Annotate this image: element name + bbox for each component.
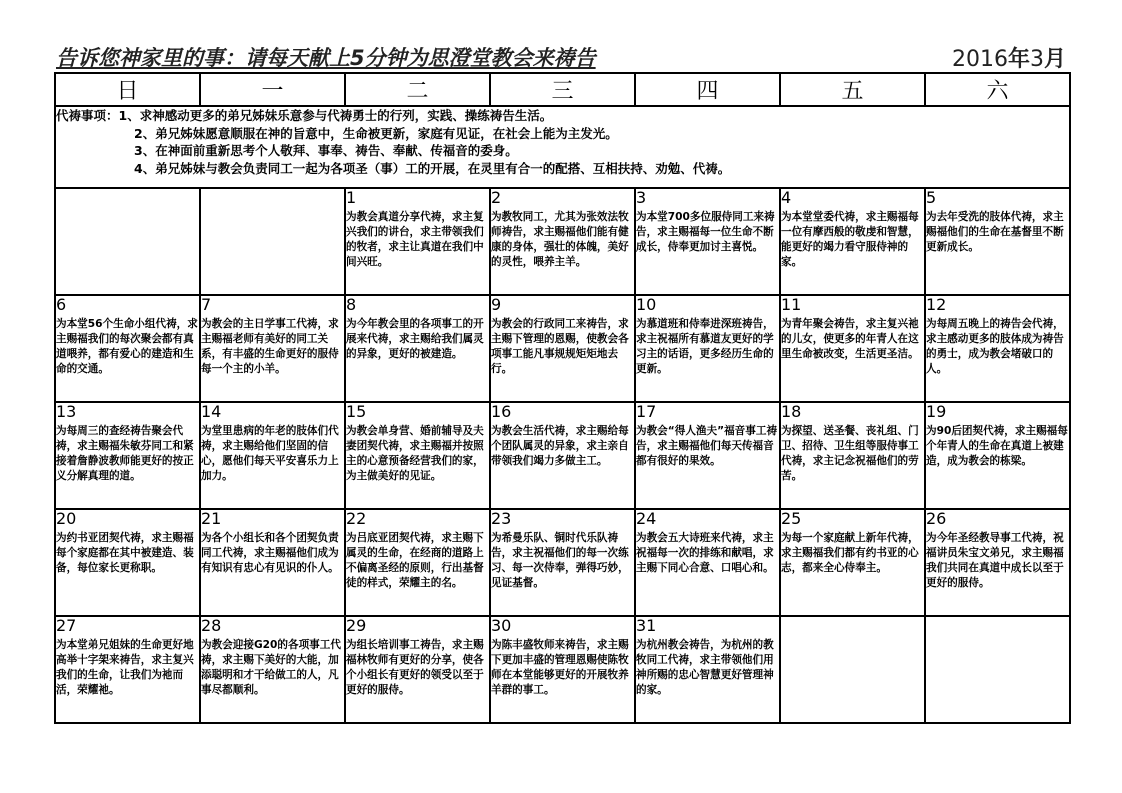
weekday-sun: 日: [55, 73, 200, 106]
day-cell: [490, 509, 635, 616]
day-number: 3: [636, 188, 647, 207]
week-row: [55, 188, 1070, 295]
day-cell: [345, 295, 490, 402]
day-number: 26: [926, 509, 947, 528]
prayer-items: [55, 106, 1070, 188]
weekday-fri: 五: [780, 73, 925, 106]
day-prayer-text: 为教会真道分享代祷，求主复兴我们的讲台，求主带领我们的牧者，求主让真道在我们中间兴旺。: [346, 211, 484, 268]
day-prayer-text: 为探望、送圣餐、丧礼组、门卫、招待、卫生组等服侍事工代祷，求主记念祝福他们的劳苦。: [781, 425, 919, 482]
day-cell: [635, 295, 780, 402]
day-cell: [780, 402, 925, 509]
day-prayer-text: 为堂里患病的年老的肢体们代祷，求主赐给他们坚固的信心，愿他们每天平安喜乐力上加力。: [201, 425, 339, 482]
day-number: 30: [491, 616, 512, 635]
week-row: [55, 295, 1070, 402]
day-cell: [345, 509, 490, 616]
day-cell: [635, 616, 780, 723]
day-number: 4: [781, 188, 792, 207]
prayer-item: [56, 125, 1069, 143]
prayer-item: [56, 142, 1069, 160]
day-cell: [490, 402, 635, 509]
weekday-header-row: [55, 73, 1070, 106]
day-cell: [200, 295, 345, 402]
prayer-item-text: 3、在神面前重新思考个人敬拜、事奉、祷告、奉献、传福音的委身。: [134, 143, 518, 158]
prayer-label: 代祷事项：: [56, 108, 119, 123]
year-char: 年: [1007, 47, 1030, 72]
day-prayer-text: 为每一个家庭献上新年代祷，求主赐福我们都有约书亚的心志，都来全心侍奉主。: [781, 532, 919, 574]
month-label: [952, 42, 1066, 73]
day-number: 14: [201, 402, 222, 421]
day-number: 22: [346, 509, 367, 528]
day-prayer-text: 为90后团契代祷，求主赐福每个年青人的生命在真道上被建造，成为教会的栋梁。: [926, 425, 1068, 467]
day-number: 19: [926, 402, 947, 421]
day-number: 10: [636, 295, 657, 314]
empty-day-cell: [925, 616, 1070, 723]
day-prayer-text: 为本堂堂委代祷，求主赐福每一位有摩西般的敬虔和智慧，能更好的竭力看守服侍神的家。: [781, 211, 919, 268]
day-prayer-text: 为去年受洗的肢体代祷，求主赐福他们的生命在基督里不断更新成长。: [926, 211, 1064, 253]
day-cell: [780, 295, 925, 402]
weekday-wed: 三: [490, 73, 635, 106]
day-cell: [490, 295, 635, 402]
day-number: 31: [636, 616, 657, 635]
day-cell: [635, 509, 780, 616]
day-number: 29: [346, 616, 367, 635]
prayer-item-text: 4、弟兄姊妹与教会负责同工一起为各项圣（事）工的开展，在灵里有合一的配搭、互相扶持、劝勉、代祷。: [134, 160, 731, 176]
day-cell: [345, 402, 490, 509]
day-prayer-text: 为每周三的查经祷告聚会代祷，求主赐福朱敏芬同工和紧接着詹静波教师能更好的按正义分解真理的道。: [56, 425, 194, 482]
day-number: 25: [781, 509, 802, 528]
page-title: 告诉您神家里的事：请每天献上5分钟为思澄堂教会来祷告: [56, 46, 596, 70]
day-prayer-text: 为今年教会里的各项事工的开展来代祷，求主赐给我们属灵的异象，更好的被建造。: [346, 318, 484, 360]
day-number: 7: [201, 295, 212, 314]
day-cell: [925, 188, 1070, 295]
day-cell: [55, 402, 200, 509]
day-cell: [490, 188, 635, 295]
day-prayer-text: 为教会的主日学事工代祷，求主赐福老师有美好的同工关系，有丰盛的生命更好的服侍每一个主的小羊。: [201, 318, 339, 375]
day-number: 24: [636, 509, 657, 528]
day-cell: [55, 509, 200, 616]
week-row: [55, 402, 1070, 509]
empty-day-cell: [200, 188, 345, 295]
week-row: [55, 616, 1070, 723]
day-cell: [345, 616, 490, 723]
day-number: 6: [56, 295, 67, 314]
day-number: 5: [926, 188, 937, 207]
year-number: 2016: [951, 47, 1008, 72]
month-char: 月: [1043, 47, 1066, 72]
prayer-item: [56, 107, 1069, 125]
day-prayer-text: 为本堂弟兄姐妹的生命更好地高举十字架来祷告，求主复兴我们的生命，让我们为祂而活，荣耀祂。: [56, 639, 194, 696]
day-cell: [635, 402, 780, 509]
prayer-item-text: 2、弟兄姊妹愿意顺服在神的旨意中，生命被更新，家庭有见证，在社会上能为主发光。: [134, 125, 618, 141]
day-number: 2: [491, 188, 502, 207]
day-cell: [345, 188, 490, 295]
weekday-mon: 一: [200, 73, 345, 106]
day-prayer-text: 为青年聚会祷告，求主复兴祂的儿女，使更多的年青人在这里生命被改变，生活更圣洁。: [781, 318, 919, 360]
day-number: 18: [781, 402, 802, 421]
day-number: 11: [781, 295, 802, 314]
day-cell: [635, 188, 780, 295]
calendar-table: [54, 72, 1071, 724]
day-prayer-text: 为组长培训事工祷告，求主赐福林牧师有更好的分享，使各个小组长有更好的领受以至于更好的服侍。: [346, 639, 484, 696]
prayer-items-row: [55, 106, 1070, 188]
weekday-tue: 二: [345, 73, 490, 106]
day-prayer-text: 为教会迎接G20的各项事工代祷，求主赐下美好的大能，加添聪明和才干给做工的人，凡事尽都顺利。: [201, 639, 341, 696]
day-prayer-text: 为吕底亚团契代祷，求主赐下属灵的生命，在经商的道路上不偏离圣经的原则，行出基督徒的样式，荣耀主的名。: [346, 532, 484, 589]
day-prayer-text: 为本堂56个生命小组代祷，求主赐福我们的每次聚会都有真道喂养，都有爱心的建造和生命的交通。: [56, 318, 198, 375]
day-number: 23: [491, 509, 512, 528]
weekday-sat: 六: [925, 73, 1070, 106]
day-cell: [925, 509, 1070, 616]
day-cell: [200, 402, 345, 509]
day-cell: [200, 509, 345, 616]
empty-day-cell: [55, 188, 200, 295]
day-prayer-text: 为教会单身营、婚前辅导及夫妻团契代祷，求主赐福并按照主的心意预备经营我们的家，为主做美好的见证。: [346, 425, 484, 482]
day-cell: [780, 188, 925, 295]
day-prayer-text: 为每周五晚上的祷告会代祷，求主感动更多的肢体成为祷告的勇士，成为教会堵破口的人。: [926, 318, 1064, 375]
month-number: 3: [1029, 47, 1044, 72]
day-cell: [55, 616, 200, 723]
day-prayer-text: 为教会五大诗班来代祷，求主祝福每一次的排练和献唱，求主赐下同心合意、口唱心和。: [636, 532, 774, 574]
day-number: 1: [346, 188, 357, 207]
prayer-item: [56, 160, 1069, 178]
day-cell: [200, 616, 345, 723]
day-prayer-text: 为各个小组长和各个团契负责同工代祷，求主赐福他们成为有知识有忠心有见识的仆人。: [201, 532, 339, 574]
day-number: 21: [201, 509, 222, 528]
day-prayer-text: 为教牧同工，尤其为张效法牧师祷告，求主赐福他们能有健康的身体，强壮的体魄，美好的灵性，喂养主羊。: [491, 211, 629, 268]
day-cell: [780, 509, 925, 616]
day-prayer-text: 为本堂700多位服侍同工来祷告，求主赐福每一位生命不断成长，侍奉更加讨主喜悦。: [636, 211, 775, 253]
day-prayer-text: 为教会的行政同工来祷告，求主赐下管理的恩赐，使教会各项事工能凡事规规矩矩地去行。: [491, 318, 629, 375]
day-prayer-text: 为希曼乐队、铜时代乐队祷告，求主祝福他们的每一次练习、每一次侍奉，弹得巧妙，见证基督。: [491, 532, 629, 589]
day-cell: [490, 616, 635, 723]
weekday-thu: 四: [635, 73, 780, 106]
calendar-header: [56, 42, 1068, 72]
day-prayer-text: 为杭州教会祷告，为杭州的教牧同工代祷，求主带领他们用神所赐的忠心智慧更好管理神的家。: [636, 639, 774, 696]
day-prayer-text: 为陈丰盛牧师来祷告，求主赐下更加丰盛的管理恩赐使陈牧师在本堂能够更好的开展牧养羊群的事工。: [491, 639, 629, 696]
day-number: 13: [56, 402, 77, 421]
week-row: [55, 509, 1070, 616]
day-prayer-text: 为约书亚团契代祷，求主赐福每个家庭都在其中被建造、装备，每位家长更称职。: [56, 532, 194, 574]
day-prayer-text: 为今年圣经教导事工代祷，祝福讲员朱宝文弟兄，求主赐福我们共同在真道中成长以至于更好的服侍。: [926, 532, 1064, 589]
empty-day-cell: [780, 616, 925, 723]
day-number: 20: [56, 509, 77, 528]
prayer-item-text: 1、求神感动更多的弟兄姊妹乐意参与代祷勇士的行列，实践、操练祷告生活。: [118, 108, 553, 123]
day-number: 28: [201, 616, 222, 635]
day-prayer-text: 为教会生活代祷，求主赐给每个团队属灵的异象，求主亲自带领我们竭力多做主工。: [491, 425, 629, 467]
day-number: 8: [346, 295, 357, 314]
day-number: 27: [56, 616, 77, 635]
day-number: 12: [926, 295, 947, 314]
day-number: 17: [636, 402, 657, 421]
day-prayer-text: 为慕道班和侍奉进深班祷告，求主祝福所有慕道友更好的学习主的话语，更多经历生命的更新。: [636, 318, 774, 375]
day-cell: [925, 402, 1070, 509]
day-number: 9: [491, 295, 502, 314]
day-prayer-text: 为教会“得人渔夫”福音事工祷告，求主赐福他们每天传福音都有很好的果效。: [636, 425, 778, 467]
day-number: 15: [346, 402, 367, 421]
day-number: 16: [491, 402, 512, 421]
day-cell: [55, 295, 200, 402]
day-cell: [925, 295, 1070, 402]
